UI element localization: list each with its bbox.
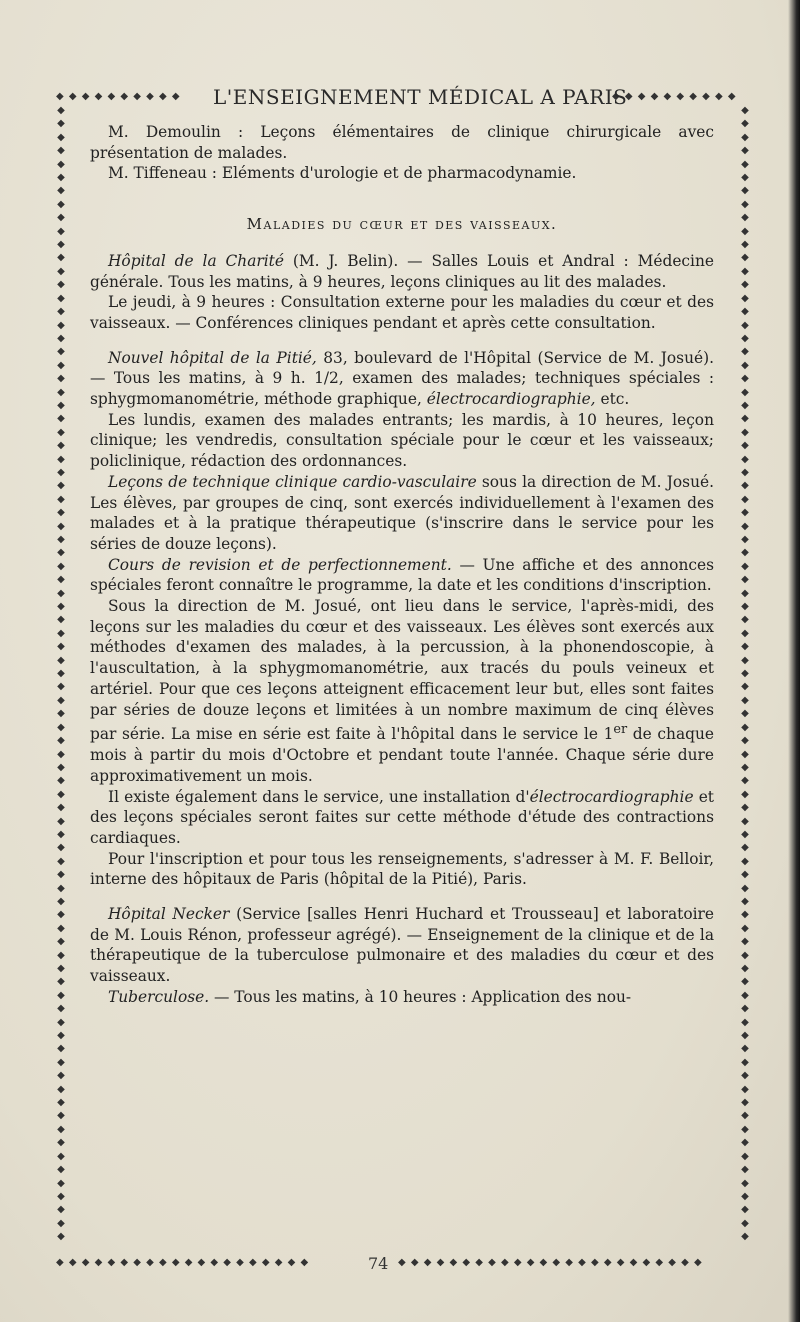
ornament-border-left: ◆ ◆ ◆ ◆ ◆ ◆ ◆ ◆ ◆ ◆ ◆ ◆ ◆ ◆ ◆ ◆ ◆ ◆ ◆ ◆ ◆ ◆ ◆ ◆ ◆ ◆ ◆ ◆ ◆ ◆ ◆ ◆ ◆ ◆ ◆ ◆ ◆ ◆ ◆ ◆ ◆ ◆ ◆ ◆ ◆ ◆ ◆ ◆ ◆ ◆ ◆ ◆ ◆ ◆ ◆ ◆ ◆ ◆ ◆ ◆ ◆ ◆ ◆ ◆ ◆ ◆ ◆ ◆ ◆ ◆ ◆ ◆ ◆ ◆ ◆ ◆ ◆ ◆ ◆ ◆ ◆ ◆ ◆ ◆ ◆	[57, 105, 65, 1243]
paragraph-text: Il existe également dans le service, une installation d'	[108, 787, 530, 806]
paragraph-tuberculose	[90, 987, 714, 1008]
hospital-name-necker: Hôpital Necker	[108, 905, 230, 924]
ornament-border-bottom-left: ◆ ◆ ◆ ◆ ◆ ◆ ◆ ◆ ◆ ◆ ◆ ◆ ◆ ◆ ◆ ◆ ◆ ◆ ◆ ◆	[56, 1257, 310, 1268]
paragraph-necker	[90, 904, 714, 987]
emphasis-text: Tuberculose.	[108, 987, 210, 1006]
paragraph-text: — Une affiche et des annonces spéciales feront connaître le programme, la date et les conditions d'inscription.	[90, 555, 714, 595]
emphasis-text: Cours de revision et de perfectionnement.	[108, 555, 452, 574]
section-title: Maladies du cœur et des vaisseaux.	[246, 215, 558, 234]
emphasis-text: électrocardiographie	[529, 787, 694, 806]
paragraph-lecons	[90, 472, 714, 555]
paragraph-lundis: Les lundis, examen des malades entrants; les mardis, à 10 heures, leçon clinique; les vendredis, consultation spéciale pour le cœur et les vaisseaux; policlinique, rédaction des ordonnances.	[90, 410, 714, 471]
page-number: 74	[368, 1254, 389, 1273]
paragraph-demoulin: M. Demoulin : Leçons élémentaires de clinique chirurgicale avec présentation de malades.	[90, 123, 714, 162]
paragraph-tiffeneau: M. Tiffeneau : Eléments d'urologie et de pharmacodynamie.	[108, 164, 577, 183]
paragraph-text: (M. J. Belin). — Salles Louis et Andral : Médecine générale. Tous les matins, à 9 heures, leçons cliniques au lit des malades.	[90, 251, 714, 291]
paragraph-pitie	[90, 348, 714, 410]
page-edge-shadow	[788, 0, 800, 1322]
paragraph-text: et des leçons spéciales seront faites sur cette méthode d'étude des contractions cardiaques.	[90, 787, 714, 847]
ornament-border-bottom-right: ◆ ◆ ◆ ◆ ◆ ◆ ◆ ◆ ◆ ◆ ◆ ◆ ◆ ◆ ◆ ◆ ◆ ◆ ◆ ◆ ◆ ◆ ◆ ◆	[398, 1257, 703, 1268]
paragraph-text: sous la direction de M. Josué. Les élèves, par groupes de cinq, sont exercés individuellement à l'examen des malades et à la pratique thérapeutique (s'inscrire dans le service pour les séries de douze leçons).	[90, 472, 714, 553]
paragraph-cours	[90, 555, 714, 596]
paragraph-charite	[90, 251, 714, 292]
paragraph-text: de chaque mois à partir du mois d'Octobre et pendant toute l'année. Chaque série dure approximativement un mois.	[90, 725, 714, 785]
ornament-border-top-left: ◆ ◆ ◆ ◆ ◆ ◆ ◆ ◆ ◆ ◆	[56, 91, 181, 102]
hospital-name-pitie: Nouvel hôpital de la Pitié,	[108, 348, 317, 367]
paragraph-text: (Service [salles Henri Huchard et Trousseau] et laboratoire de M. Louis Rénon, professeur agrégé). — Enseignement de la clinique et de la thérapeutique de la tuberculose pulmonaire et des maladies du cœur et des vaisseaux.	[90, 905, 714, 986]
emphasis-text: Leçons de technique clinique cardio-vasculaire	[108, 472, 477, 491]
paragraph-installation	[90, 787, 714, 849]
hospital-name-charite: Hôpital de la Charité	[108, 251, 284, 270]
running-header: L'ENSEIGNEMENT MÉDICAL A PARIS	[213, 85, 628, 109]
page-body	[90, 122, 714, 1008]
paragraph-jeudi: Le jeudi, à 9 heures : Consultation externe pour les maladies du cœur et des vaisseaux. — Conférences cliniques pendant et après cette consultation.	[90, 293, 714, 332]
ornament-border-top-right: ◆ ◆ ◆ ◆ ◆ ◆ ◆ ◆ ◆ ◆	[612, 91, 737, 102]
paragraph-inscription: Pour l'inscription et pour tous les renseignements, s'adresser à M. F. Belloir, interne des hôpitaux de Paris (hôpital de la Pitié), Paris.	[90, 849, 714, 889]
paragraph-text: Sous la direction de M. Josué, ont lieu dans le service, l'après-midi, des leçons sur les maladies du cœur et des vaisseaux. Les élèves sont exercés aux méthodes d'examen des malades, à la percussion, à la phonendoscopie, à l'auscultation, à la sphygmomanométrie, aux tracés du pouls veineux et artériel. Pour que ces leçons atteignent efficacement leur but, elles sont faites par séries de douze leçons et limitées à un nombre maximum de cinq élèves par série. La mise en série est faite à l'hôpital dans le service le 1	[90, 597, 714, 744]
spacer	[90, 334, 714, 348]
superscript: er	[613, 722, 628, 738]
paragraph-direction	[90, 596, 714, 786]
spacer	[90, 890, 714, 904]
ornament-border-right: ◆ ◆ ◆ ◆ ◆ ◆ ◆ ◆ ◆ ◆ ◆ ◆ ◆ ◆ ◆ ◆ ◆ ◆ ◆ ◆ ◆ ◆ ◆ ◆ ◆ ◆ ◆ ◆ ◆ ◆ ◆ ◆ ◆ ◆ ◆ ◆ ◆ ◆ ◆ ◆ ◆ ◆ ◆ ◆ ◆ ◆ ◆ ◆ ◆ ◆ ◆ ◆ ◆ ◆ ◆ ◆ ◆ ◆ ◆ ◆ ◆ ◆ ◆ ◆ ◆ ◆ ◆ ◆ ◆ ◆ ◆ ◆ ◆ ◆ ◆ ◆ ◆ ◆ ◆ ◆ ◆ ◆ ◆ ◆ ◆	[741, 105, 749, 1243]
paragraph-text: — Tous les matins, à 10 heures : Application des nou-	[209, 987, 632, 1006]
paragraph-text: etc.	[595, 390, 630, 409]
emphasis-text: électrocardiographie,	[426, 390, 596, 409]
paragraph-text: 83, boulevard de l'Hôpital (Service de M. Josué). — Tous les matins, à 9 h. 1/2, examen des malades; techniques spéciales : sphygmomanométrie, méthode graphique,	[90, 348, 714, 409]
